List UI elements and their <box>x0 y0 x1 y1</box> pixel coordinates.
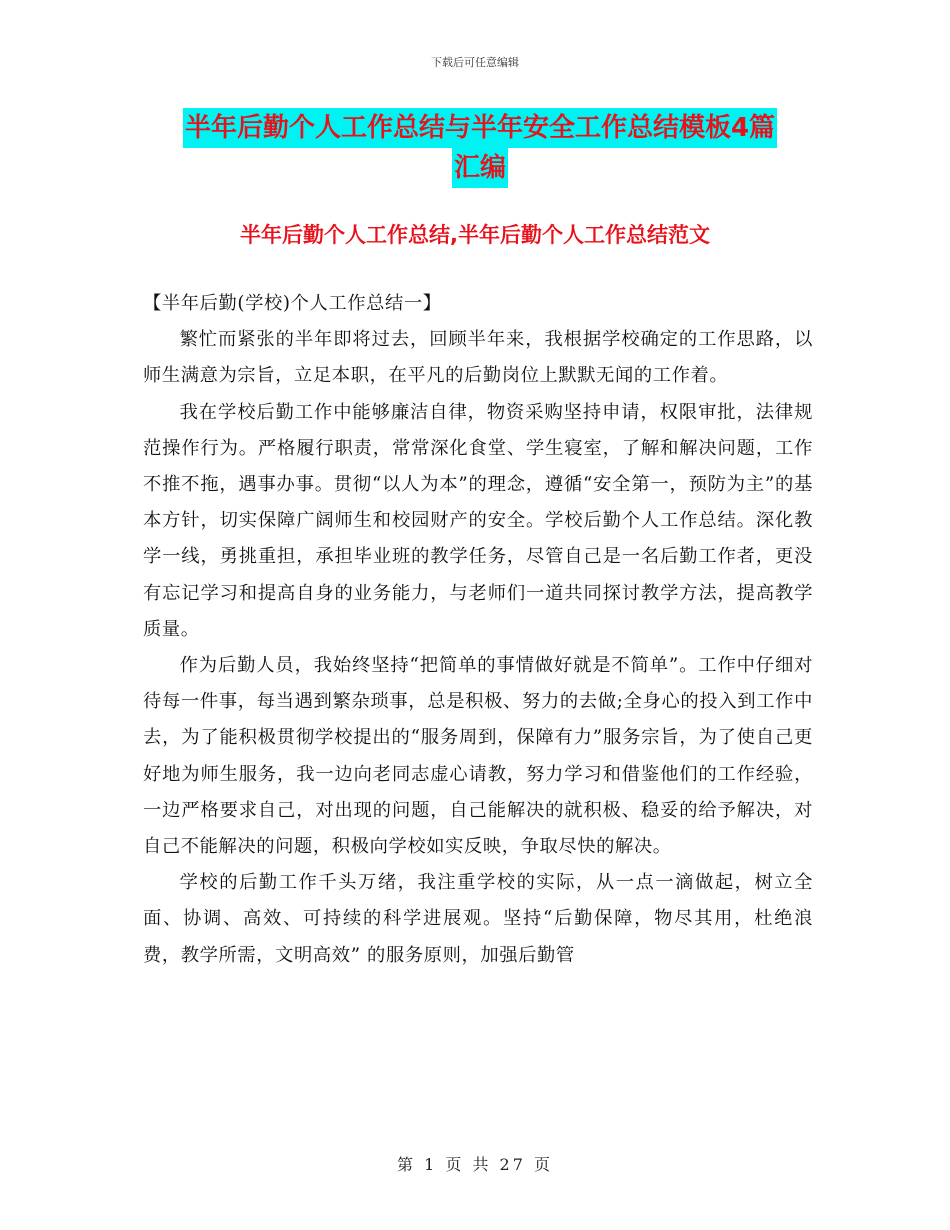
paragraph-2: 我在学校后勤工作中能够廉洁自律，物资采购坚持申请，权限审批，法律规范操作行为。严格履行职责，常常深化食堂、学生寝室，了解和解决问题，工作不推不拖，遇事办事。贯彻“以人为本”的理念，遵循“安全第一，预防为主”的基本方针，切实保障广阔师生和校园财产的安全。学校后勤个人工作总结。深化教学一线，勇挑重担，承担毕业班的教学任务，尽管自己是一名后勤工作者，更没有忘记学习和提高自身的业务能力，与老师们一道共同探讨教学方法，提高教学质量。 <box>143 401 813 640</box>
title-line-2: 汇编 <box>452 148 508 188</box>
paragraph-1: 繁忙而紧张的半年即将过去，回顾半年来，我根据学校确定的工作思路，以师生满意为宗旨，立足本职，在平凡的后勤岗位上默默无闻的工作着。 <box>143 329 813 387</box>
document-title <box>140 108 820 188</box>
title-line-1: 半年后勤个人工作总结与半年安全工作总结模板4篇 <box>183 108 777 148</box>
page-number: 第 1 页 共 27 页 <box>397 1155 553 1174</box>
paragraph-3: 作为后勤人员，我始终坚持“把简单的事情做好就是不简单”。工作中仔细对待每一件事，每当遇到繁杂琐事，总是积极、努力的去做;全身心的投入到工作中去，为了能积极贯彻学校提出的“服务周到，保障有力”服务宗旨，为了使自己更好地为师生服务，我一边向老同志虚心请教，努力学习和借鉴他们的工作经验，一边严格要求自己，对出现的问题，自己能解决的就积极、稳妥的给予解决，对自己不能解决的问题，积极向学校如实反映，争取尽快的解决。 <box>143 655 813 858</box>
subheading: 【半年后勤(学校)个人工作总结一】 <box>143 293 442 314</box>
document-body <box>143 286 813 974</box>
header-note: 下载后可任意编辑 <box>431 56 519 69</box>
paragraph-4: 学校的后勤工作千头万绪，我注重学校的实际，从一点一滴做起，树立全面、协调、高效、可持续的科学进展观。坚持“后勤保障，物尽其用，杜绝浪费，教学所需，文明高效” 的服务原则，加强后勤管 <box>143 872 813 966</box>
section-heading: 半年后勤个人工作总结,半年后勤个人工作总结范文 <box>240 223 710 247</box>
